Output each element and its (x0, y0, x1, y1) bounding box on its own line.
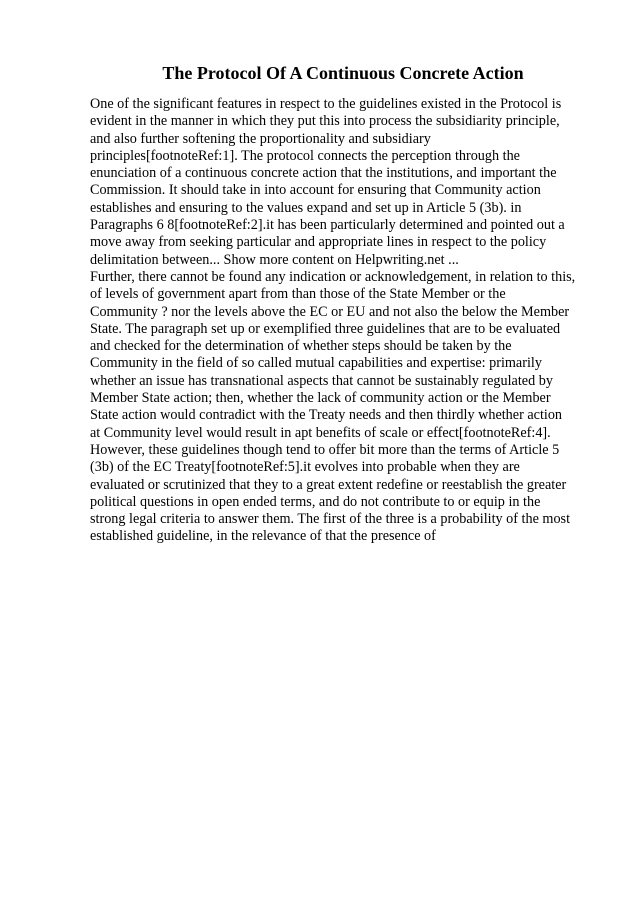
body-text-line: of levels of government apart from than those of the State Member or the (90, 286, 506, 303)
body-text-line: at Community level would result in apt benefits of scale or effect[footnoteRef:4]. (90, 424, 551, 441)
body-text-line: principles[footnoteRef:1]. The protocol connects the perception through the (90, 147, 520, 164)
body-text-line: established guideline, in the relevance of that the presence of (90, 528, 436, 545)
body-text-line: establishes and ensuring to the values expand and set up in Article 5 (3b). in (90, 199, 522, 216)
body-text-line: (3b) of the EC Treaty[footnoteRef:5].it evolves into probable when they are (90, 459, 520, 476)
body-text-line: delimitation between... Show more content on Helpwriting.net ... (90, 251, 459, 268)
body-text-line: One of the significant features in respect to the guidelines existed in the Protocol is (90, 96, 562, 112)
body-text-line: Further, there cannot be found any indication or acknowledgement, in relation to this, (90, 268, 576, 285)
body-text-line: whether an issue has transnational aspects that cannot be sustainably regulated by (90, 372, 553, 389)
body-text-line: However, these guidelines though tend to offer bit more than the terms of Article 5 (90, 441, 560, 458)
body-text-line: Commission. It should take in into account for ensuring that Community action (90, 182, 541, 199)
body-text-line: State action would contradict with the Treaty needs and then thirdly whether action (90, 407, 563, 424)
body-text-line: Community ? nor the levels above the EC or EU and not also the below the Member (90, 303, 570, 320)
body-text-line: political questions in open ended terms, and do not contribute to or equip in the (90, 493, 541, 510)
body-text-line: State. The paragraph set up or exemplified three guidelines that are to be evaluated (90, 320, 561, 337)
body-text-line: evaluated or scrutinized that they to a great extent redefine or reestablish the greater (90, 476, 567, 493)
body-text-line: and also further softening the proportionality and subsidiary (90, 130, 431, 147)
body-text-line: and checked for the determination of whether steps should be taken by the (90, 338, 512, 355)
body-text-line: Community in the field of so called mutual capabilities and expertise: primarily (90, 355, 542, 372)
body-text-line: evident in the manner in which they put this into process the subsidiarity principle, (90, 113, 560, 130)
document-title: The Protocol Of A Continuous Concrete Action (162, 63, 524, 83)
body-text-line: Paragraphs 6 8[footnoteRef:2].it has been particularly determined and pointed out a (90, 217, 565, 234)
document-body (90, 96, 610, 546)
body-text-line: Member State action; then, whether the lack of community action or the Member (90, 390, 551, 407)
body-text-line: strong legal criteria to answer them. The first of the three is a probability of the most (90, 511, 571, 528)
body-text-line: move away from seeking particular and appropriate lines in respect to the policy (90, 234, 547, 251)
body-text-line: enunciation of a continuous concrete action that the institutions, and important the (90, 165, 557, 182)
